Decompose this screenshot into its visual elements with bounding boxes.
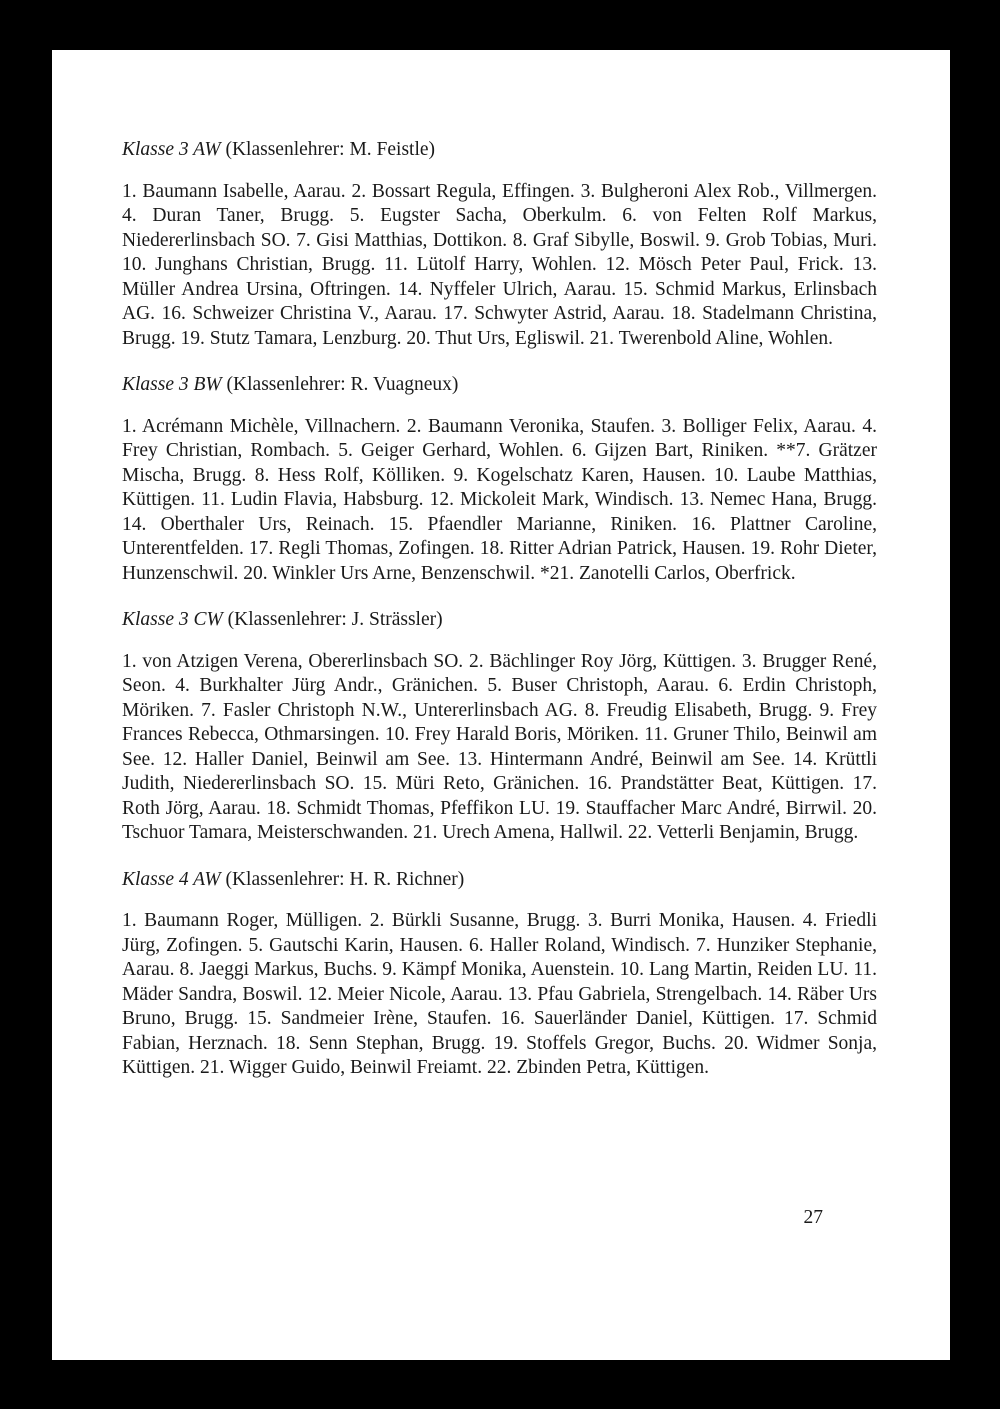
section-heading-3cw (122, 608, 877, 633)
section-heading-4aw (122, 868, 877, 893)
page-content (122, 138, 877, 1103)
student-list-3aw: 1. Baumann Isabelle, Aarau. 2. Bossart Regula, Effingen. 3. Bulgheroni Alex Rob., Villmergen. 4. Duran Taner, Brugg. 5. Eugster Sacha, Oberkulm. 6. von Felten Rolf Markus, Niedererlinsbach SO. 7. Gisi Matthias, Dottikon. 8. Graf Sibylle, Boswil. 9. Grob Tobias, Muri. 10. Junghans Christian, Brugg. 11. Lütolf Harry, Wohlen. 12. Mösch Peter Paul, Frick. 13. Müller Andrea Ursina, Oftringen. 14. Nyffeler Ulrich, Aarau. 15. Schmid Markus, Erlinsbach AG. 16. Schweizer Christina V., Aarau. 17. Schwyter Astrid, Aarau. 18. Stadelmann Christina, Brugg. 19. Stutz Tamara, Lenzburg. 20. Thut Urs, Egliswil. 21. Twerenbold Aline, Wohlen. (122, 180, 877, 349)
section-heading-3aw (122, 138, 877, 163)
class-teacher: (Klassenlehrer: R. Vuagneux) (226, 374, 459, 395)
class-name: Klasse 3 AW (122, 139, 221, 160)
class-name: Klasse 3 CW (122, 609, 223, 630)
class-name: Klasse 3 BW (122, 374, 222, 395)
class-name: Klasse 4 AW (122, 868, 221, 890)
section-heading-3bw (122, 373, 877, 398)
student-list-3cw: 1. von Atzigen Verena, Obererlinsbach SO. 2. Bächlinger Roy Jörg, Küttigen. 3. Brugger René, Seon. 4. Burkhalter Jürg Andr., Gränichen. 5. Buser Christoph, Aarau. 6. Erdin Christoph, Möriken. 7. Fasler Christoph N.W., Untererlinsbach AG. 8. Freudig Elisabeth, Brugg. 9. Frey Frances Rebecca, Othmarsingen. 10. Frey Harald Boris, Möriken. 11. Gruner Thilo, Beinwil am See. 12. Haller Daniel, Beinwil am See. 13. Hintermann André, Beinwil am See. 14. Krüttli Judith, Niedererlinsbach SO. 15. Müri Reto, Gränichen. 16. Prandstätter Beat, Küttigen. 17. Roth Jörg, Aarau. 18. Schmidt Thomas, Pfeffikon LU. 19. Stauffacher Marc André, Birrwil. 20. Tschuor Tamara, Meisterschwanden. 21. Urech Amena, Hallwil. 22. Vetterli Benjamin, Brugg. (122, 650, 877, 843)
class-teacher: (Klassenlehrer: H. R. Richner) (225, 868, 465, 890)
student-list-4aw: 1. Baumann Roger, Mülligen. 2. Bürkli Susanne, Brugg. 3. Burri Monika, Hausen. 4. Friedli Jürg, Zofingen. 5. Gautschi Karin, Hausen. 6. Haller Roland, Windisch. 7. Hunziker Stephanie, Aarau. 8. Jaeggi Markus, Buchs. 9. Kämpf Monika, Auenstein. 10. Lang Martin, Reiden LU. 11. Mäder Sandra, Boswil. 12. Meier Nicole, Aarau. 13. Pfau Gabriela, Strengelbach. 14. Räber Urs Bruno, Brugg. 15. Sandmeier Irène, Staufen. 16. Sauerländer Daniel, Küttigen. 17. Schmid Fabian, Herznach. 18. Senn Stephan, Brugg. 19. Stoffels Gregor, Buchs. 20. Widmer Sonja, Küttigen. 21. Wigger Guido, Beinwil Freiamt. 22. Zbinden Petra, Küttigen. (122, 910, 877, 1078)
document-page (52, 50, 950, 1360)
class-teacher: (Klassenlehrer: J. Strässler) (227, 609, 443, 630)
class-teacher: (Klassenlehrer: M. Feistle) (225, 139, 436, 160)
student-list-3bw: 1. Acrémann Michèle, Villnachern. 2. Baumann Veronika, Staufen. 3. Bolliger Felix, Aarau. 4. Frey Christian, Rombach. 5. Geiger Gerhard, Wohlen. 6. Gijzen Bart, Riniken. **7. Grätzer Mischa, Brugg. 8. Hess Rolf, Kölliken. 9. Kogelschatz Karen, Hausen. 10. Laube Matthias, Küttigen. 11. Ludin Flavia, Habsburg. 12. Mickoleit Mark, Windisch. 13. Nemec Hana, Brugg. 14. Oberthaler Urs, Reinach. 15. Pfaendler Marianne, Riniken. 16. Plattner Caroline, Unterentfelden. 17. Regli Thomas, Zofingen. 18. Ritter Adrian Patrick, Hausen. 19. Rohr Dieter, Hunzenschwil. 20. Winkler Urs Arne, Benzenschwil. *21. Zanotelli Carlos, Oberfrick. (122, 415, 877, 584)
page-number: 27 (803, 1207, 823, 1228)
